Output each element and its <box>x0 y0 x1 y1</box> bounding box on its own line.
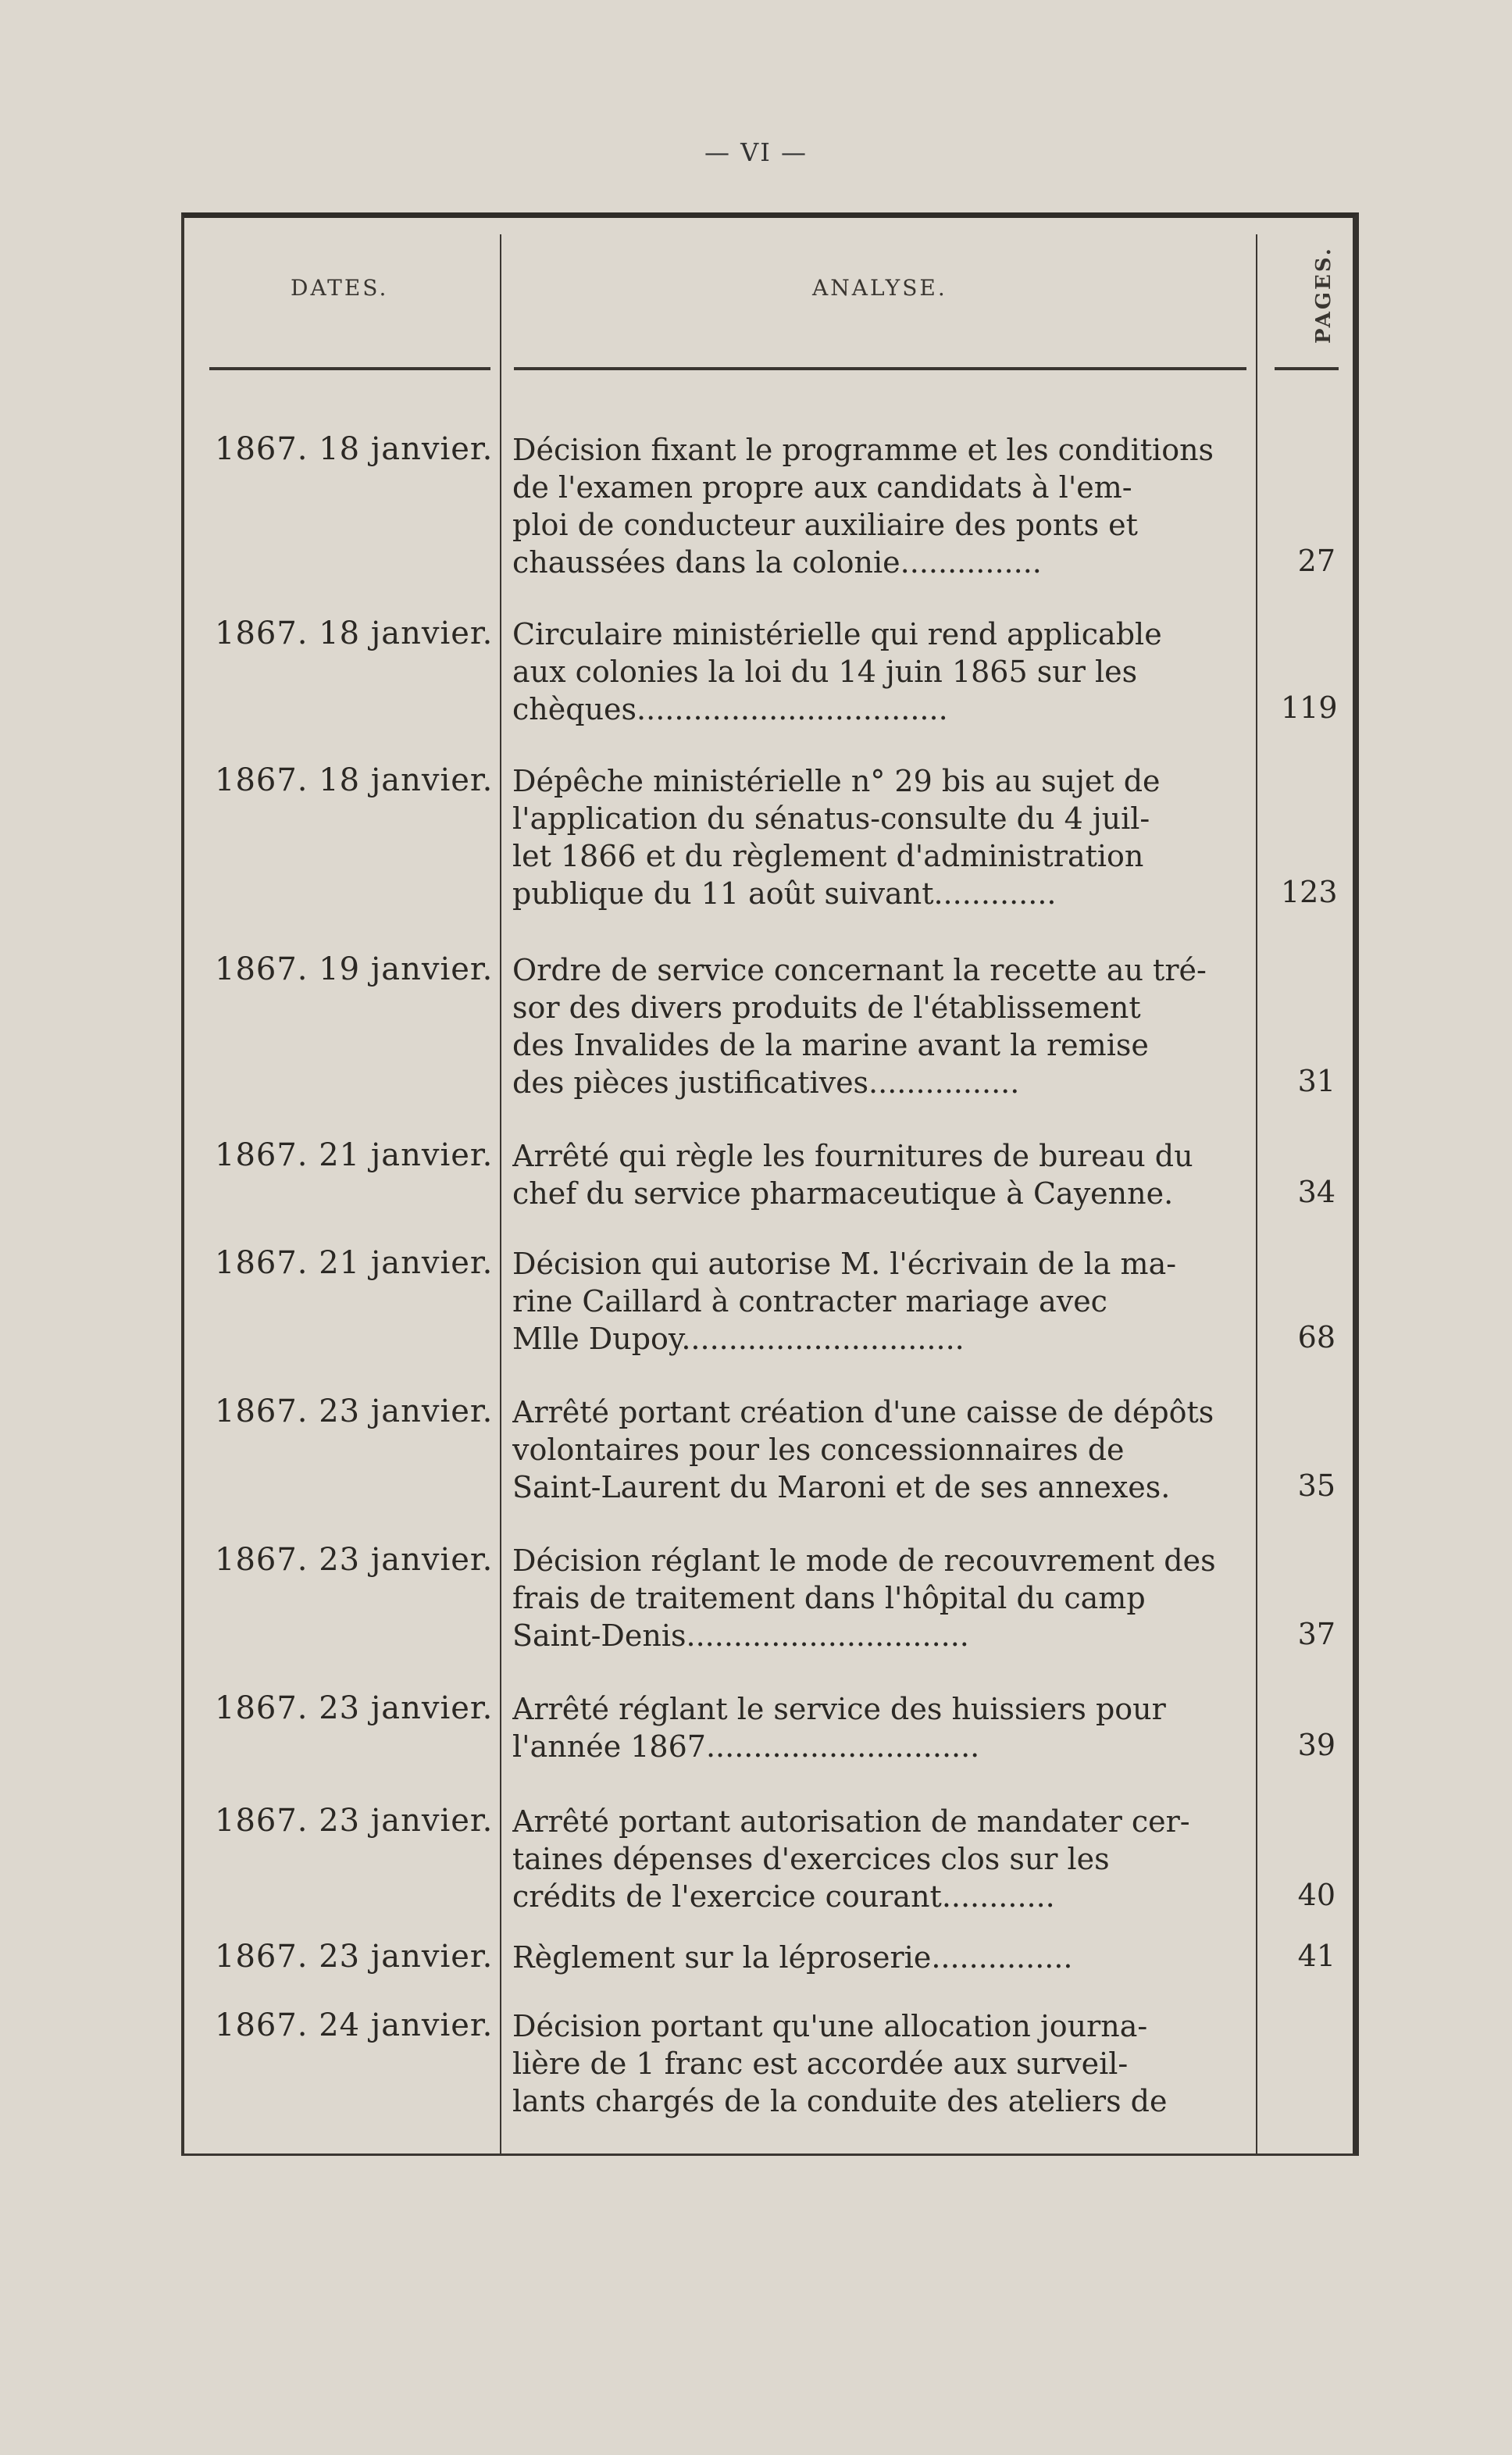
column-header-pages: PAGES. <box>1312 246 1335 344</box>
entry-date: 1867. 23 janvier. <box>215 1690 494 1726</box>
column-header-dates: DATES. <box>291 275 389 301</box>
analysis-line: de l'examen propre aux candidats à l'em- <box>512 470 1132 505</box>
entry-page: 35 <box>1297 1468 1335 1503</box>
entry-date: 1867. 21 janvier. <box>215 1137 494 1173</box>
analysis-line: Arrêté portant autorisation de mandater cer- <box>512 1804 1190 1839</box>
analysis-line: ploi de conducteur auxiliaire des ponts et <box>512 508 1138 542</box>
analysis-line: Mlle Dupoy.............................. <box>512 1322 965 1356</box>
entry-date: 1867. 19 janvier. <box>215 951 494 987</box>
entry-analysis <box>512 1137 1250 1212</box>
analysis-line: chèques................................. <box>512 692 948 726</box>
analysis-line: Arrêté portant création d'une caisse de dépôts <box>512 1395 1214 1429</box>
analysis-line: Décision qui autorise M. l'écrivain de la ma- <box>512 1247 1177 1281</box>
analysis-line: Saint-Denis.............................. <box>512 1618 969 1653</box>
column-header-analyse: ANALYSE. <box>812 275 947 301</box>
analysis-line: chaussées dans la colonie............... <box>512 545 1042 580</box>
entry-page: 37 <box>1297 1617 1335 1651</box>
entry-analysis <box>512 1245 1250 1358</box>
analysis-line: Règlement sur la léproserie............... <box>512 1940 1073 1975</box>
entry-date: 1867. 23 janvier. <box>215 1803 494 1839</box>
analysis-line: aux colonies la loi du 14 juin 1865 sur les <box>512 655 1138 689</box>
entry-page: 39 <box>1297 1728 1335 1762</box>
entry-page: 119 <box>1281 690 1338 725</box>
entry-page: 41 <box>1297 1939 1335 1973</box>
entry-analysis <box>512 1939 1250 1976</box>
column-separator-dates <box>500 234 501 2156</box>
entry-analysis <box>512 1393 1250 1506</box>
entry-analysis <box>512 2007 1250 2120</box>
analysis-line: Arrêté qui règle les fournitures de bureau du <box>512 1139 1193 1173</box>
entry-analysis <box>512 951 1250 1101</box>
analysis-line: crédits de l'exercice courant............ <box>512 1879 1055 1914</box>
analysis-line: des pièces justificatives................ <box>512 1065 1020 1100</box>
entry-analysis <box>512 762 1250 912</box>
analysis-line: taines dépenses d'exercices clos sur les <box>512 1842 1110 1876</box>
analysis-line: volontaires pour les concessionnaires de <box>512 1433 1125 1467</box>
analysis-line: rine Caillard à contracter mariage avec <box>512 1284 1107 1318</box>
header-rule-analyse <box>514 367 1246 370</box>
analysis-line: Ordre de service concernant la recette au tré- <box>512 953 1207 987</box>
entry-date: 1867. 18 janvier. <box>215 762 494 798</box>
entry-page: 40 <box>1297 1878 1335 1912</box>
analysis-line: Circulaire ministérielle qui rend applicable <box>512 617 1162 651</box>
column-separator-pages <box>1256 234 1257 2156</box>
analysis-line: publique du 11 août suivant............. <box>512 876 1057 911</box>
analysis-line: lants chargés de la conduite des ateliers de <box>512 2084 1168 2118</box>
entry-date: 1867. 24 janvier. <box>215 2007 494 2043</box>
entry-date: 1867. 23 janvier. <box>215 1542 494 1578</box>
analysis-line: l'application du sénatus-consulte du 4 juil- <box>512 801 1150 836</box>
analysis-line: l'année 1867............................. <box>512 1729 980 1764</box>
analysis-line: Décision portant qu'une allocation journa- <box>512 2009 1148 2043</box>
entry-page: 68 <box>1297 1320 1335 1354</box>
entry-page: 27 <box>1297 544 1335 578</box>
entry-date: 1867. 21 janvier. <box>215 1245 494 1281</box>
entry-date: 1867. 18 janvier. <box>215 431 494 467</box>
analysis-line: chef du service pharmaceutique à Cayenne. <box>512 1176 1174 1211</box>
entry-analysis <box>512 1803 1250 1915</box>
analysis-line: Décision réglant le mode de recouvrement des <box>512 1543 1216 1578</box>
entry-analysis <box>512 616 1250 728</box>
entry-analysis <box>512 1542 1250 1654</box>
analysis-line: Saint-Laurent du Maroni et de ses annexes. <box>512 1470 1171 1504</box>
header-rule-pages <box>1275 367 1339 370</box>
analysis-line: Arrêté réglant le service des huissiers pour <box>512 1692 1166 1726</box>
entry-analysis <box>512 431 1250 581</box>
analysis-line: Dépêche ministérielle n° 29 bis au sujet de <box>512 764 1161 798</box>
entry-page: 31 <box>1297 1064 1335 1098</box>
header-rule-dates <box>209 367 490 370</box>
entry-date: 1867. 23 janvier. <box>215 1939 494 1975</box>
analysis-line: let 1866 et du règlement d'administration <box>512 839 1144 873</box>
entry-date: 1867. 23 janvier. <box>215 1393 494 1429</box>
analysis-line: sor des divers produits de l'établissement <box>512 990 1141 1025</box>
analysis-line: Décision fixant le programme et les conditions <box>512 433 1214 467</box>
analysis-line: des Invalides de la marine avant la remise <box>512 1028 1149 1062</box>
entry-analysis <box>512 1690 1250 1765</box>
page-number: — VI — <box>704 137 808 167</box>
analysis-line: frais de traitement dans l'hôpital du camp <box>512 1581 1146 1615</box>
entry-page: 123 <box>1281 875 1338 909</box>
entry-page: 34 <box>1297 1175 1335 1209</box>
analysis-line: lière de 1 franc est accordée aux surveil- <box>512 2046 1129 2081</box>
entry-date: 1867. 18 janvier. <box>215 616 494 651</box>
